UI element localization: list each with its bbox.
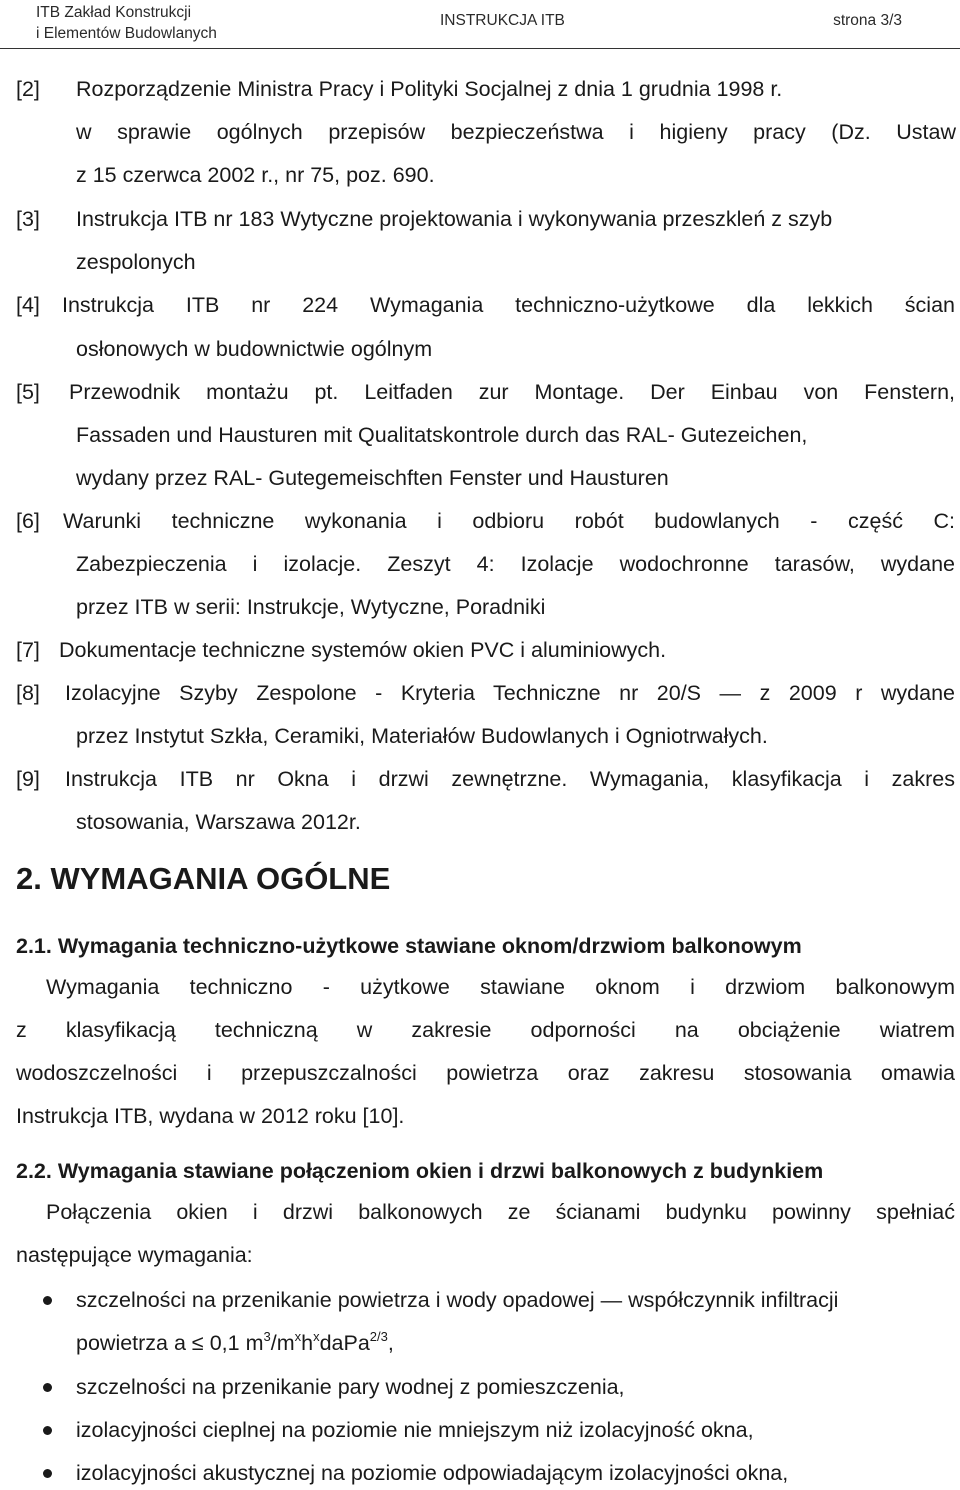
ref-line: Izolacyjne Szyby Zespolone - Kryteria Techniczne nr 20/S — z 2009 r wydane: [65, 681, 955, 705]
ref-line: w sprawie ogólnych przepisów bezpieczeństwa i higieny pracy (Dz. Ustaw: [76, 120, 956, 144]
bullet-item: izolacyjności cieplnej na poziomie nie mniejszym niż izolacyjność okna,: [76, 1418, 754, 1442]
ref-line: osłonowych w budownictwie ogólnym: [76, 337, 433, 361]
paragraph-line: następujące wymagania:: [16, 1243, 253, 1267]
section-heading: 2. WYMAGANIA OGÓLNE: [16, 861, 391, 896]
paragraph-line: z klasyfikacją techniczną w zakresie odporności na obciążenie wiatrem: [16, 1018, 955, 1042]
header-org-line1: ITB Zakład Konstrukcji: [36, 4, 192, 21]
bullet-item-continuation: powietrza a ≤ 0,1 $m^3/m^xh^xdaPa^{2/3}$,: [76, 1329, 394, 1355]
ref-line: stosowania, Warszawa 2012r.: [76, 810, 361, 834]
ref-number: [2]: [16, 77, 40, 101]
ref-line: Dokumentacje techniczne systemów okien PVC i aluminiowych.: [59, 638, 667, 662]
ref-line: przez ITB w serii: Instrukcje, Wytyczne, Poradniki: [76, 595, 546, 619]
header-page-number: strona 3/3: [833, 12, 902, 29]
bullet-dot: [43, 1469, 52, 1478]
ref-line: Fassaden und Hausturen mit Qualitatskontrole durch das RAL- Gutezeichen,: [76, 423, 808, 447]
ref-line: przez Instytut Szkła, Ceramiki, Materiałów Budowlanych i Ogniotrwałych.: [76, 724, 768, 748]
ref-line: z 15 czerwca 2002 r., nr 75, poz. 690.: [76, 163, 435, 187]
ref-line: Instrukcja ITB nr Okna i drzwi zewnętrzne. Wymagania, klasyfikacja i zakres: [65, 767, 955, 791]
ref-number: [7]: [16, 638, 40, 662]
ref-line: Warunki techniczne wykonania i odbioru robót budowlanych - część C:: [63, 509, 955, 533]
ref-line: Zabezpieczenia i izolacje. Zeszyt 4: Izolacje wodochronne tarasów, wydane: [76, 552, 955, 576]
paragraph-line: wodoszczelności i przepuszczalności powietrza oraz zakresu stosowania omawia: [16, 1061, 955, 1085]
header-doc-title: INSTRUKCJA ITB: [440, 12, 565, 29]
paragraph-line: Instrukcja ITB, wydana w 2012 roku [10].: [16, 1104, 405, 1128]
less-equal-symbol: ≤: [191, 1331, 204, 1355]
ref-line: Przewodnik montażu pt. Leitfaden zur Montage. Der Einbau von Fenstern,: [69, 380, 955, 404]
ref-line: Rozporządzenie Ministra Pracy i Polityki Socjalnej z dnia 1 grudnia 1998 r.: [76, 77, 783, 101]
bullet-dot: [43, 1296, 52, 1305]
bullet-item: izolacyjności akustycznej na poziomie odpowiadającym izolacyjności okna,: [76, 1461, 789, 1485]
ref-number: [9]: [16, 767, 40, 791]
bullet-item: szczelności na przenikanie pary wodnej z pomieszczenia,: [76, 1375, 625, 1399]
ref-line: zespolonych: [76, 250, 196, 274]
subsection-heading-2-1: 2.1. Wymagania techniczno-użytkowe stawiane oknom/drzwiom balkonowym: [16, 934, 802, 958]
ref-line: Instrukcja ITB nr 224 Wymagania techniczno-użytkowe dla lekkich ścian: [62, 293, 955, 317]
bullet-dot: [43, 1426, 52, 1435]
paragraph-line: Wymagania techniczno - użytkowe stawiane oknom i drzwiom balkonowym: [46, 975, 955, 999]
ref-number: [4]: [16, 293, 40, 317]
ref-number: [5]: [16, 380, 40, 404]
ref-line: Instrukcja ITB nr 183 Wytyczne projektowania i wykonywania przeszkleń z szyb: [76, 207, 833, 231]
ref-line: wydany przez RAL- Gutegemeischften Fenster und Hausturen: [76, 466, 669, 490]
ref-number: [3]: [16, 207, 40, 231]
page-header: [0, 0, 960, 49]
bullet-item: szczelności na przenikanie powietrza i wody opadowej — współczynnik infiltracji: [76, 1288, 839, 1312]
ref-number: [8]: [16, 681, 40, 705]
subsection-heading-2-2: 2.2. Wymagania stawiane połączeniom okien i drzwi balkonowych z budynkiem: [16, 1159, 824, 1183]
bullet-dot: [43, 1383, 52, 1392]
ref-number: [6]: [16, 509, 40, 533]
paragraph-line: Połączenia okien i drzwi balkonowych ze ścianami budynku powinny spełniać: [46, 1200, 955, 1224]
header-org-line2: i Elementów Budowlanych: [36, 25, 217, 42]
header-organization: [36, 2, 217, 44]
